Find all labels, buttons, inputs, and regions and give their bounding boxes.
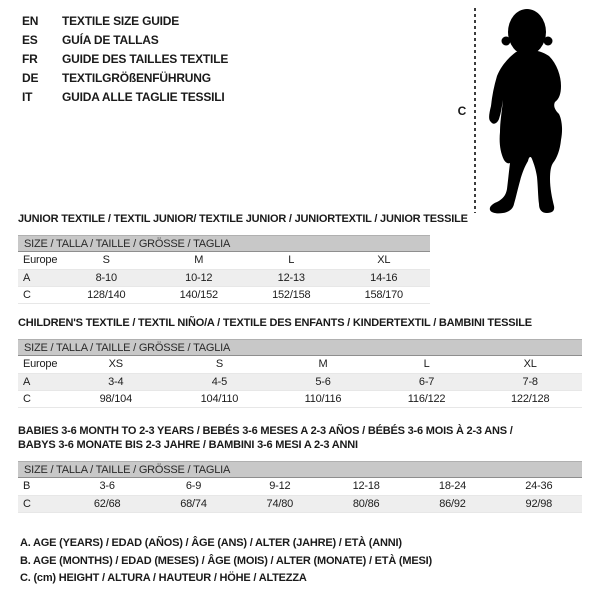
cell-value: 68/74 (150, 495, 236, 512)
table-title-line: BABYS 3-6 MONATE BIS 2-3 JAHRE / BAMBINI 3-6 MESI A 2-3 ANNI (18, 439, 358, 451)
footnote-line: C. (cm) HEIGHT / ALTURA / HAUTEUR / HÖHE / ALTEZZA (20, 572, 307, 584)
size-header-bar: SIZE / TALLA / TAILLE / GRÖSSE / TAGLIA (18, 339, 582, 356)
cell-value: 158/170 (338, 286, 431, 303)
cell-value: 140/152 (153, 286, 246, 303)
table-row (18, 356, 582, 373)
babies-textile-table (18, 424, 582, 513)
cell-value: 12-13 (245, 269, 338, 286)
cell-value: 3-4 (64, 373, 168, 390)
children-textile-table (18, 316, 582, 408)
language-row (22, 69, 228, 88)
language-code: ES (22, 33, 38, 47)
language-title: GUÍA DE TALLAS (62, 33, 159, 47)
row-label: A (18, 373, 64, 390)
cell-value: 62/68 (64, 495, 150, 512)
row-label: A (18, 269, 60, 286)
size-header-bar: SIZE / TALLA / TAILLE / GRÖSSE / TAGLIA (18, 235, 430, 252)
language-title: TEXTILE SIZE GUIDE (62, 14, 180, 28)
table-row (18, 390, 582, 407)
table-row (18, 495, 582, 512)
cell-value: S (168, 356, 272, 373)
cell-value: L (375, 356, 479, 373)
cell-value: 80/86 (323, 495, 409, 512)
table-title (18, 316, 582, 330)
cell-value: 14-16 (338, 269, 431, 286)
language-code: EN (22, 14, 39, 28)
footnote-line: B. AGE (MONTHS) / EDAD (MESES) / ÂGE (MOIS) / ALTER (MONATE) / ETÀ (MESI) (20, 554, 432, 567)
size-grid (18, 252, 430, 304)
table-title (18, 424, 582, 452)
table-row (18, 269, 430, 286)
cell-value: XS (64, 356, 168, 373)
table-title-line: CHILDREN'S TEXTILE / TEXTIL NIÑO/A / TEXTILE DES ENFANTS / KINDERTEXTIL / BAMBINI TESSILE (18, 317, 532, 329)
table-row (18, 286, 430, 303)
row-label: B (18, 478, 64, 495)
cell-value: 86/92 (409, 495, 495, 512)
language-title: GUIDA ALLE TAGLIE TESSILI (62, 90, 225, 104)
cell-value: 128/140 (60, 286, 153, 303)
cell-value: 104/110 (168, 390, 272, 407)
language-code: DE (22, 71, 39, 85)
height-measure-dashed-line (474, 8, 476, 213)
size-grid (18, 478, 582, 513)
cell-value: S (60, 252, 153, 269)
cell-value: XL (338, 252, 431, 269)
cell-value: 10-12 (153, 269, 246, 286)
cell-value: 7-8 (478, 373, 582, 390)
footnote-line: A. AGE (YEARS) / EDAD (AÑOS) / ÂGE (ANS) / ALTER (JAHRE) / ETÀ (ANNI) (20, 537, 402, 549)
cell-value: 8-10 (60, 269, 153, 286)
language-code: IT (22, 90, 33, 104)
cell-value: 9-12 (237, 478, 323, 495)
row-label: C (18, 286, 60, 303)
table-row (18, 373, 582, 390)
cell-value: M (271, 356, 375, 373)
row-label: C (18, 390, 64, 407)
cell-value: XL (478, 356, 582, 373)
height-measure-label: C (457, 104, 467, 118)
table-title-line: BABIES 3-6 MONTH TO 2-3 YEARS / BEBÉS 3-6 MESES A 2-3 AÑOS / BÉBÉS 3-6 MOIS À 2-3 ANS / (18, 425, 513, 437)
cell-value: L (245, 252, 338, 269)
cell-value: 92/98 (496, 495, 582, 512)
language-title: GUIDE DES TAILLES TEXTILE (62, 52, 229, 66)
table-row (18, 252, 430, 269)
language-title: TEXTILGRÖßENFÜHRUNG (62, 71, 211, 85)
language-row (22, 12, 228, 31)
cell-value: 74/80 (237, 495, 323, 512)
size-header-bar: SIZE / TALLA / TAILLE / GRÖSSE / TAGLIA (18, 461, 582, 478)
row-label: C (18, 495, 64, 512)
table-row (18, 478, 582, 495)
cell-value: 18-24 (409, 478, 495, 495)
cell-value: 24-36 (496, 478, 582, 495)
cell-value: 6-7 (375, 373, 479, 390)
legend-footnotes (20, 535, 432, 588)
cell-value: 6-9 (150, 478, 236, 495)
language-row (22, 88, 228, 107)
language-row (22, 31, 228, 50)
cell-value: M (153, 252, 246, 269)
row-label: Europe (18, 252, 60, 269)
cell-value: 12-18 (323, 478, 409, 495)
cell-value: 4-5 (168, 373, 272, 390)
cell-value: 110/116 (271, 390, 375, 407)
size-grid (18, 356, 582, 408)
baby-silhouette-icon (488, 6, 600, 216)
cell-value: 3-6 (64, 478, 150, 495)
row-label: Europe (18, 356, 64, 373)
table-title-line: JUNIOR TEXTILE / TEXTIL JUNIOR/ TEXTILE JUNIOR / JUNIORTEXTIL / JUNIOR TESSILE (18, 213, 468, 225)
junior-textile-table (18, 212, 468, 304)
cell-value: 5-6 (271, 373, 375, 390)
language-row (22, 50, 228, 69)
language-code: FR (22, 52, 38, 66)
cell-value: 116/122 (375, 390, 479, 407)
language-title-list (22, 12, 228, 107)
cell-value: 152/158 (245, 286, 338, 303)
cell-value: 122/128 (478, 390, 582, 407)
cell-value: 98/104 (64, 390, 168, 407)
table-title (18, 212, 468, 226)
